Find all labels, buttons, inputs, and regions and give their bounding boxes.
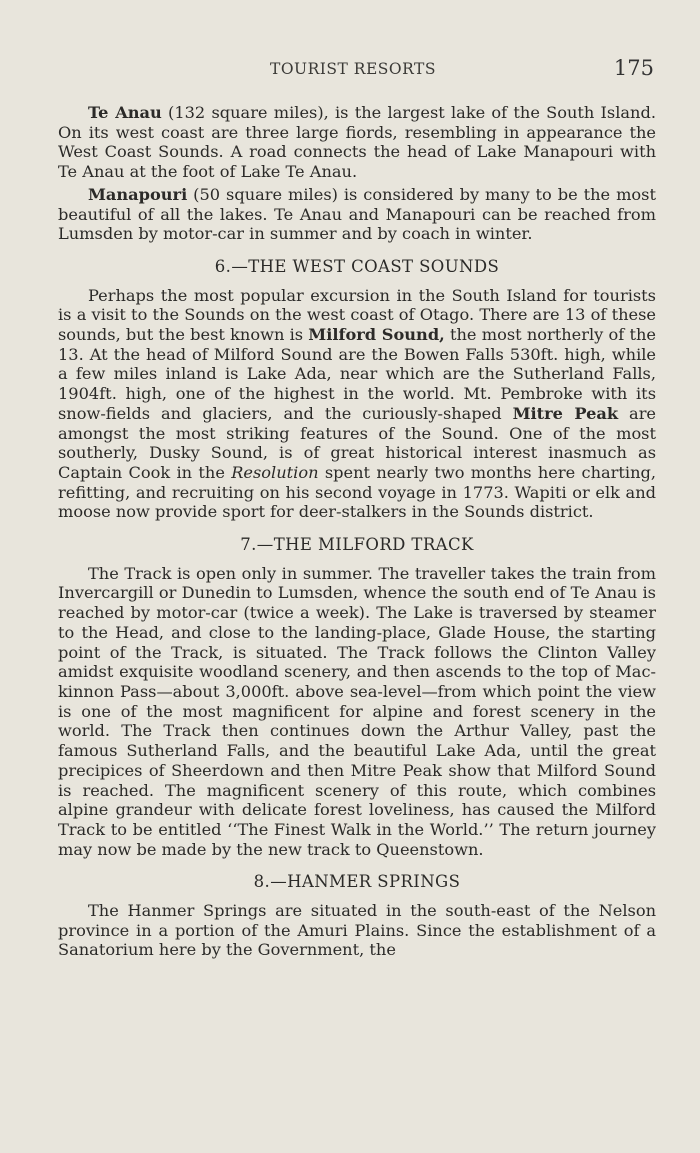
te-anau-term: Te Anau: [88, 103, 162, 122]
running-head: TOURIST RESORTS: [270, 60, 436, 78]
milford-sound-term: Milford Sound,: [308, 325, 445, 345]
te-anau-paragraph: [58, 103, 656, 182]
resolution-ship-name: Resolution: [231, 462, 319, 482]
page-body: [58, 103, 656, 960]
section-heading-hanmer-springs: 8.—HANMER SPRINGS: [253, 872, 461, 892]
wcs-text-2: the most northerly of the 13. At the head of Milford Sound are the Bowen Falls 530ft. high, while a few miles inland is Lake Ada, near which are the Sutherland Falls, 1904ft. high, one of the highest in the world. Mt. Pembroke with its snow-fields and glaciers, and the curiously-shaped: [58, 325, 656, 423]
page-number: 175: [613, 56, 654, 80]
page-header: [0, 56, 700, 84]
manapouri-paragraph: [58, 185, 656, 244]
milford-track-paragraph: The Track is open only in summer. The traveller takes the train from Invercargill or Dunedin to Lumsden, whence the south end of Te Anau is reached by motor-car (twice a week). The Lake is traversed by steamer to the Head, and close to the landing-place, Glade House, the starting point of the Track, is situated. The Track follows the Clinton Valley amidst exquisite woodland scenery, and then ascends to the top of Mac-kinnon Pass—about 3,000ft. above sea-level—from which point the view is one of the most magnificent for alpine and forest scenery in the world. The Track then continues down the Arthur Valley, past the famous Sutherland Falls, and the beautiful Lake Ada, until the great precipices of Sheerdown and then Mitre Peak show that Milford Sound is reached. The magnificent scenery of this route, which combines alpine grandeur with delicate forest loveliness, has caused the Milford Track to be entitled ‘‘The Finest Walk in the World.’’ The return journey may now be made by the new track to Queenstown.: [58, 563, 656, 859]
wcs-text-3: are amongst the most striking features of the Sound. One of the most southerly, Dusky Sound, is of great historical interest inasmuch as Captain Cook in the: [58, 403, 657, 482]
manapouri-text: (50 square miles) is considered by many to be the most beautiful of all the lakes. Te Anau and Manapouri can be reached from Lumsden by motor-car in summer and by coach in winter.: [58, 184, 656, 244]
hanmer-springs-paragraph: The Hanmer Springs are situated in the south-east of the Nelson province in a portion of the Amuri Plains. Since the establishment of a Sanatorium here by the Government, the: [58, 901, 656, 960]
manapouri-term: Manapouri: [88, 184, 188, 204]
te-anau-text: (132 square miles), is the largest lake of the South Island. On its west coast are three large fiords, resembling in appearance the West Coast Sounds. A road connects the head of Lake Manapouri with Te Anau at the foot of Lake Te Anau.: [58, 103, 656, 182]
wcs-text-1: Perhaps the most popular excursion in the South Island for tourists is a visit to the Sounds on the west coast of Otago. There are 13 of these sounds, but the best known is: [58, 285, 656, 345]
lakes-section: [58, 103, 656, 244]
wcs-text-4: spent nearly two months here charting, refitting, and recruiting on his second voyage in 1773. Wapiti or elk and moose now provide sport for deer-stalkers in the Sounds district.: [58, 462, 656, 522]
section-heading-milford-track: 7.—THE MILFORD TRACK: [240, 535, 474, 555]
west-coast-sounds-paragraph: [58, 286, 656, 522]
mitre-peak-term: Mitre Peak: [512, 403, 619, 423]
section-heading-west-coast-sounds: 6.—THE WEST COAST SOUNDS: [214, 256, 500, 276]
